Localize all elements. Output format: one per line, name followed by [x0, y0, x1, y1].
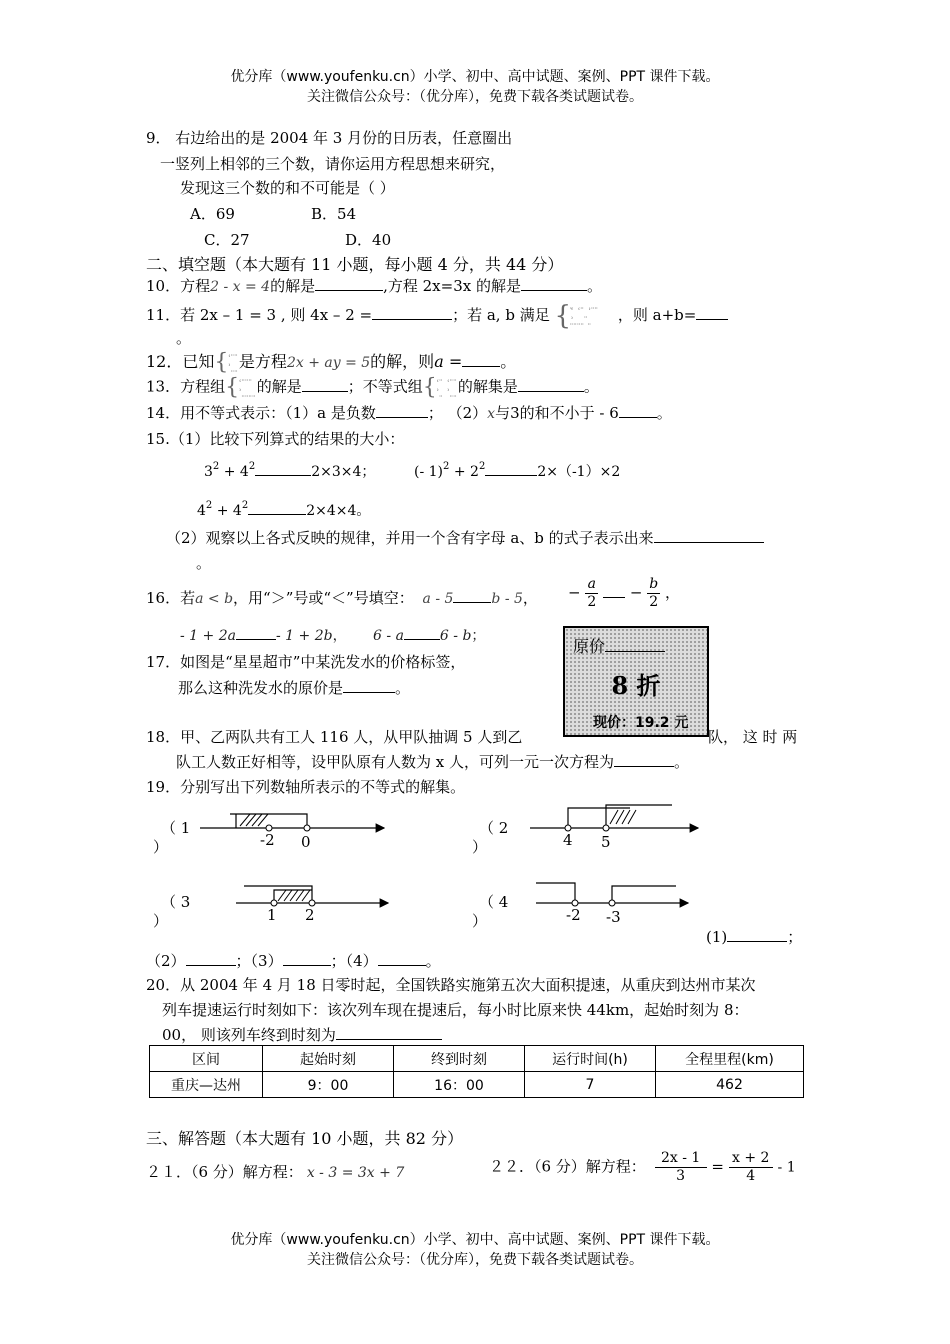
number-line-2-point-b — [603, 825, 609, 831]
footer-line-2: 关注微信公众号：（优分库），免费下载各类试题试卷。 — [307, 1252, 643, 1268]
q15-expr-1-base-b: + 4 — [219, 464, 249, 480]
q15-expr-2-rhs: 2×（-1）×2 — [537, 464, 621, 480]
q16-fraction-b-den: 2 — [649, 594, 659, 610]
q16-blank-1[interactable] — [453, 589, 491, 603]
q15-expr-3-exp-a: 2 — [205, 500, 213, 511]
q10-pre: 10．方程 — [146, 277, 211, 295]
number-line-4-range-left — [536, 883, 575, 903]
number-line-1 — [200, 800, 390, 860]
q14-var: x — [487, 406, 496, 422]
price-tag-original — [573, 634, 665, 657]
q16-blank-4[interactable] — [404, 626, 440, 640]
q22-fraction-left-den: 3 — [676, 1168, 686, 1184]
q22-tail: - 1 — [777, 1159, 796, 1176]
q10-expr: 2 - x = 4 — [210, 279, 271, 295]
q19-answer-4-label: ；（4） — [330, 952, 378, 970]
q22-fraction-left-num: 2x - 1 — [655, 1150, 707, 1168]
q12-mid: 是方程 — [238, 352, 287, 371]
q9-line-2: 一竖列上相邻的三个数，请你运用方程思想来研究， — [160, 155, 506, 173]
q11-mid: ；若 a, b 满足 — [452, 306, 550, 324]
timetable-header-row — [150, 1046, 804, 1072]
q18-line-2 — [176, 751, 689, 772]
q15-expr-2-base-a: (- 1) — [414, 464, 444, 480]
q16-minus-2: − — [629, 583, 643, 602]
q12-end: 。 — [500, 352, 517, 371]
timetable — [149, 1045, 804, 1098]
q9-option-a: A．69 — [190, 205, 235, 223]
number-line-4-range-right — [612, 886, 676, 903]
q16-minus-1: − — [568, 583, 581, 602]
q19-answer-3-label: ；（3） — [235, 952, 283, 970]
q19-label-4b: ） — [472, 912, 488, 930]
q16-line-1 — [146, 587, 538, 608]
q15-part-2-end: 。 — [196, 554, 212, 572]
q20-line-3-text: 00， 则该列车终到时刻为 — [162, 1026, 336, 1044]
q22-fraction-right-den: 4 — [746, 1168, 756, 1184]
q13-system-brace-2: { — [422, 375, 437, 400]
q15-expr-2 — [414, 461, 620, 481]
q16-expr-1-right: b - 5 — [491, 591, 523, 607]
q11-blank-1[interactable] — [372, 306, 452, 320]
q19-title: 19．分别写出下列数轴所表示的不等式的解集。 — [146, 778, 466, 796]
q14-mid2: 与3的和不小于 - 6 — [495, 404, 619, 422]
table-cell: 9：00 — [263, 1072, 394, 1098]
q19-blank-3[interactable] — [283, 952, 331, 966]
q17-line-2-text: 那么这种洗发水的原价是 — [178, 679, 344, 697]
q12-blank[interactable] — [462, 353, 500, 367]
q19-answer-1-end: ； — [787, 928, 803, 946]
q22 — [489, 1150, 796, 1185]
timetable-header: 终到时刻 — [394, 1046, 525, 1072]
q13-end: 。 — [583, 377, 599, 396]
q19-answer-2-label: （2） — [146, 952, 186, 970]
q22-fraction-right-num: x + 2 — [729, 1150, 773, 1168]
q9-option-d: D．40 — [345, 231, 392, 249]
q9-option-b: B．54 — [311, 205, 357, 223]
number-line-2-tick-b: 5 — [601, 833, 611, 851]
section-2-title: 二、填空题（本大题有 11 小题，每小题 4 分，共 44 分） — [146, 255, 564, 274]
number-line-2-tick-a: 4 — [563, 831, 573, 849]
q13 — [146, 375, 599, 400]
q18-line-1b: 队， 这 时 两 — [708, 728, 798, 746]
q14-end: 。 — [656, 404, 672, 422]
q15-expr-3-exp-b: 2 — [241, 500, 249, 511]
q21 — [146, 1161, 404, 1182]
q13-blank-2[interactable] — [518, 378, 584, 392]
q22-fraction-left — [655, 1150, 707, 1185]
price-tag — [563, 626, 709, 737]
q15-expr-3-rhs: 2×4×4。 — [306, 503, 371, 519]
q13-system-image-1: ʿ ̈ ̈ ̈ ʾ ̤ ̤ ̤ ̤ — [239, 378, 257, 397]
q18-line-2-text: 队工人数正好相等，设甲队原有人数为 x 人，可列一元一次方程为 — [176, 753, 614, 771]
q9-line-1: 9． 右边给出的是 2004 年 3 月份的日历表，任意圈出 — [146, 129, 513, 147]
q16-fraction-compare — [568, 576, 680, 611]
timetable-header: 全程里程(km) — [656, 1046, 804, 1072]
q15-part-2 — [166, 527, 764, 548]
q19-label-1b: ） — [153, 838, 169, 856]
q19-answer-1-label: (1) — [706, 928, 728, 946]
q19-answers-2-4 — [146, 950, 441, 971]
q19-answer-1 — [706, 926, 802, 947]
number-line-4-point-b — [609, 900, 615, 906]
q16-blank-2[interactable] — [603, 584, 625, 598]
q14-blank-2[interactable] — [619, 404, 657, 418]
q11-end: 。 — [176, 329, 192, 347]
q13-pre: 13．方程组 — [146, 377, 226, 396]
q15-expr-2-base-b: + 2 — [449, 464, 479, 480]
q15-expr-2-exp-b: 2 — [478, 461, 486, 472]
q19-label-2b: ） — [472, 838, 488, 856]
q14-blank-1[interactable] — [376, 404, 428, 418]
q18-line-1a: 18．甲、乙两队共有工人 116 人，从甲队抽调 5 人到乙 — [146, 728, 523, 746]
q12-pre: 12．已知 — [146, 352, 215, 371]
q15-expr-1-exp-a: 2 — [212, 461, 220, 472]
q22-equals: = — [711, 1157, 724, 1176]
q15-expr-3-base-b: + 4 — [212, 503, 242, 519]
q16-expr-4-left: 6 - a — [373, 628, 404, 644]
number-line-1-tick-b: 0 — [301, 833, 311, 851]
table-cell: 462 — [656, 1072, 804, 1098]
q17-blank[interactable] — [343, 679, 395, 693]
q15-expr-2-exp-a: 2 — [443, 461, 450, 472]
q16-mid: ，用“＞”号或“＜”号填空： — [233, 589, 414, 607]
q15-expr-1-exp-b: 2 — [248, 461, 256, 472]
price-tag-now: 现价：19.2 元 — [593, 715, 689, 731]
q16-comma-2: ， — [664, 583, 680, 602]
q10 — [146, 275, 602, 296]
q12-mid2: 的解，则 — [370, 352, 435, 371]
header-line-2: 关注微信公众号：（优分库），免费下载各类试题试卷。 — [307, 89, 643, 105]
q11-blank-2[interactable] — [696, 306, 728, 320]
q15-expr-1-base-a: 3 — [204, 464, 213, 480]
q15-blank-4[interactable] — [654, 529, 764, 543]
q16-expr-1-left: a - 5 — [422, 591, 454, 607]
timetable-header: 区间 — [150, 1046, 263, 1072]
q16-expr-3-left: - 1 + 2a — [180, 628, 236, 644]
q15-title: 15.（1）比较下列算式的结果的大小： — [146, 430, 405, 448]
table-cell: 7 — [525, 1072, 656, 1098]
q16-semi: ， — [332, 628, 347, 644]
q19-answer-end: 。 — [425, 952, 441, 970]
q20-line-2: 列车提速运行时刻如下：该次列车现在提速后，每小时比原来快 44km，起始时刻为 8： — [162, 1001, 749, 1019]
number-line-1-point-b — [304, 825, 310, 831]
number-line-2-hatch — [610, 810, 636, 824]
q15-expr-3 — [197, 500, 370, 520]
q14-mid: ； （2） — [427, 404, 488, 422]
price-tag-original-label: 原价 — [573, 637, 606, 656]
q9-line-3: 发现这三个数的和不可能是（ ） — [180, 179, 395, 197]
q14-pre: 14．用不等式表示：（1）a 是负数 — [146, 404, 376, 422]
q19-label-3b: ） — [153, 912, 169, 930]
q16-pre: 16．若 — [146, 589, 196, 607]
q10-mid: 的解是 — [270, 277, 316, 295]
q16-expr-4-right: 6 - b — [439, 628, 472, 644]
q19-label-4: （ 4 — [479, 893, 509, 911]
q20-blank[interactable] — [336, 1026, 442, 1040]
timetable-header: 运行时间(h) — [525, 1046, 656, 1072]
number-line-2 — [530, 800, 710, 860]
number-line-1-hatch — [240, 814, 268, 826]
q11 — [146, 301, 728, 331]
q22-pre: ２２．（6 分）解方程： — [489, 1157, 646, 1176]
number-line-4-tick-b: -3 — [606, 908, 621, 926]
number-line-3 — [236, 875, 396, 925]
q15-blank-3[interactable] — [248, 501, 306, 515]
number-line-4-tick-a: -2 — [566, 906, 581, 924]
q10-blank-2[interactable] — [521, 277, 587, 291]
price-tag-discount: 8 折 — [611, 671, 661, 700]
q16-fraction-b-num: b — [649, 576, 659, 592]
q15-part-2-text: （2）观察以上各式反映的规律，并用一个含有字母 a、b 的式子表示出来 — [166, 529, 654, 547]
q15-expr-1-rhs: 2×3×4； — [311, 464, 376, 480]
number-line-3-hatch — [278, 890, 310, 901]
q12-system-image: ʿ ̈ ̈ ʾ ̤ ̤ — [228, 353, 239, 372]
q11-system-image: ʿ̈ ʿ ̈ ʾ ̈ ̈ ʾ̤ ̤ ̤ ̤ ̈ ̤ — [571, 307, 600, 325]
q11-mid2: ，则 a+b= — [617, 306, 697, 324]
q16-cond: a < b — [195, 591, 234, 607]
q17-end: 。 — [395, 679, 411, 697]
q21-pre: ２１．（6 分）解方程： — [146, 1163, 303, 1181]
q19-label-1: （ 1 — [161, 819, 191, 837]
q12-var: a = — [434, 352, 463, 371]
table-row — [150, 1072, 804, 1098]
q19-blank-2[interactable] — [186, 952, 236, 966]
q16-fraction-a-num: a — [585, 576, 598, 594]
q10-end: 。 — [586, 277, 602, 295]
q11-system-brace: { — [554, 301, 572, 331]
price-tag-original-blank — [605, 637, 665, 652]
q13-system-brace-1: { — [225, 375, 240, 400]
q13-mid2: ；不等式组 — [347, 377, 423, 396]
q17-line-1: 17．如图是“星星超市”中某洗发水的价格标签， — [146, 653, 466, 671]
timetable-header: 起始时刻 — [263, 1046, 394, 1072]
q18-end: 。 — [674, 753, 690, 771]
q20-line-1: 20．从 2004 年 4 月 18 日零时起，全国铁路实施第五次大面积提速，从重庆到达州市某次 — [146, 976, 756, 994]
q18-blank[interactable] — [614, 753, 674, 767]
q14 — [146, 402, 672, 423]
q19-label-2: （ 2 — [479, 819, 509, 837]
q16-fraction-b — [647, 576, 660, 611]
q12-system-brace: { — [214, 350, 229, 375]
q15-blank-1[interactable] — [255, 462, 311, 476]
q9-option-c: C．27 — [204, 231, 250, 249]
q15-expr-1 — [204, 461, 375, 481]
q12 — [146, 349, 516, 375]
q16-expr-3-right: - 1 + 2b — [275, 628, 333, 644]
q12-expr: 2x + ay = 5 — [286, 355, 371, 371]
q16-fraction-a — [585, 576, 598, 611]
q16-fraction-a-den: 2 — [587, 594, 597, 610]
q15-expr-3-base-a: 4 — [197, 503, 206, 519]
number-line-2-range-left — [568, 808, 630, 828]
q16-blank-3[interactable] — [236, 626, 276, 640]
q17-line-2 — [178, 677, 410, 698]
q13-mid3: 的解集是 — [457, 377, 518, 396]
table-cell: 重庆—达州 — [150, 1072, 263, 1098]
q16-semi-2: ； — [471, 628, 486, 644]
q13-system-image-2: ʿ ̈ ʿ ̈ ̈ ʾ ̤ ʾ ̤ ̤ — [436, 378, 458, 397]
q20-line-3 — [162, 1024, 442, 1045]
q16-line-2 — [180, 625, 485, 645]
q19-blank-1[interactable] — [727, 928, 787, 942]
q13-mid: 的解是 — [256, 377, 302, 396]
number-line-1-tick-a: -2 — [260, 831, 275, 849]
q19-blank-4[interactable] — [378, 952, 426, 966]
footer-line-1: 优分库（www.youfenku.cn）小学、初中、高中试题、案例、PPT 课件下载。 — [230, 1232, 720, 1248]
q11-pre: 11．若 2x – 1 = 3 , 则 4x – 2 = — [146, 306, 373, 324]
q10-mid2: ,方程 2x=3x 的解是 — [383, 277, 521, 295]
q15-blank-2[interactable] — [485, 462, 537, 476]
number-line-3-tick-b: 2 — [305, 906, 315, 924]
q13-blank-1[interactable] — [302, 378, 348, 392]
number-line-3-tick-a: 1 — [267, 906, 277, 924]
section-3-title: 三、解答题（本大题有 10 小题，共 82 分） — [146, 1129, 464, 1148]
q10-blank-1[interactable] — [315, 277, 383, 291]
q19-label-3: （ 3 — [161, 893, 191, 911]
q21-expr: x - 3 = 3x + 7 — [306, 1165, 405, 1181]
q22-fraction-right — [729, 1150, 773, 1185]
table-cell: 16：00 — [394, 1072, 525, 1098]
header-line-1: 优分库（www.youfenku.cn）小学、初中、高中试题、案例、PPT 课件下载。 — [230, 69, 720, 85]
q16-comma: ， — [522, 589, 538, 607]
